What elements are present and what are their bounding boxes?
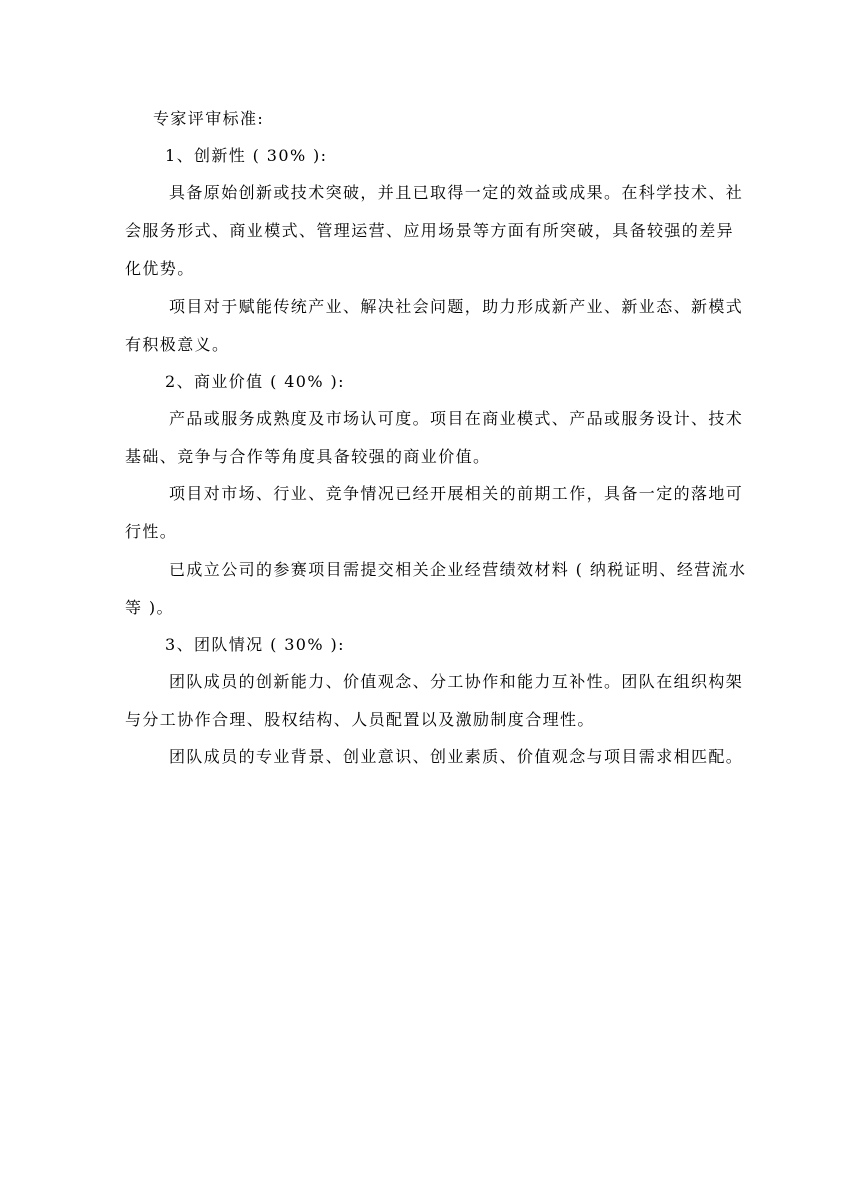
section-heading-team: 3、团队情况 ( 30% ): <box>165 635 345 654</box>
paragraph <box>125 294 744 358</box>
paragraph-line: 团队成员的专业背景、创业意识、创业素质、价值观念与项目需求相匹配。 <box>169 747 744 766</box>
paragraph-line: 化优势。 <box>125 259 195 278</box>
paragraph-line: 基础、竞争与合作等角度具备较强的商业价值。 <box>125 447 491 466</box>
paragraph-line: 已成立公司的参赛项目需提交相关企业经营绩效材料 ( 纳税证明、经营流水 <box>169 560 747 579</box>
section-heading-innovation: 1、创新性 ( 30% ): <box>165 146 328 165</box>
paragraph <box>125 481 744 545</box>
paragraph-line: 与分工协作合理、股权结构、人员配置以及激励制度合理性。 <box>125 710 595 729</box>
paragraph-line: 具备原始创新或技术突破，并且已取得一定的效益或成果。在科学技术、社 <box>169 183 744 202</box>
paragraph <box>125 669 744 733</box>
paragraph-line: 团队成员的创新能力、价值观念、分工协作和能力互补性。团队在组织构架 <box>169 672 744 691</box>
page-title: 专家评审标准: <box>153 109 265 128</box>
paragraph <box>125 744 744 770</box>
paragraph-line: 等 )。 <box>125 598 174 617</box>
paragraph-line: 会服务形式、商业模式、管理运营、应用场景等方面有所突破，具备较强的差异 <box>125 221 735 240</box>
paragraph <box>125 557 747 621</box>
paragraph-line: 有积极意义。 <box>125 335 230 354</box>
paragraph-line: 行性。 <box>125 522 178 541</box>
paragraph-line: 项目对市场、行业、竞争情况已经开展相关的前期工作，具备一定的落地可 <box>169 484 744 503</box>
paragraph-line: 项目对于赋能传统产业、解决社会问题，助力形成新产业、新业态、新模式 <box>169 297 744 316</box>
document-body <box>125 106 747 770</box>
paragraph <box>125 406 744 470</box>
paragraph-line: 产品或服务成熟度及市场认可度。项目在商业模式、产品或服务设计、技术 <box>169 409 744 428</box>
paragraph <box>125 180 744 282</box>
section-heading-business-value: 2、商业价值 ( 40% ): <box>165 372 345 391</box>
